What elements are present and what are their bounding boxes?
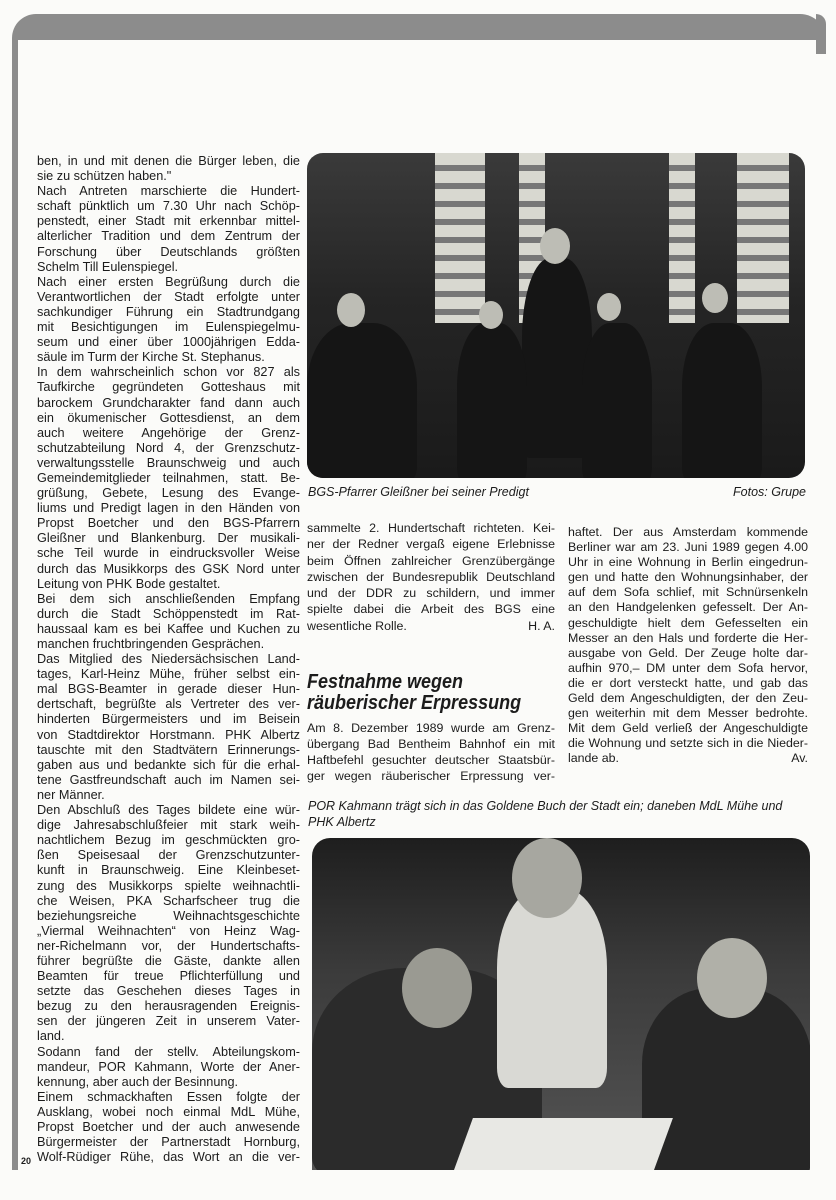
text-line-content: Sodann fand der stellv. Abteilungskom- bbox=[37, 1044, 300, 1059]
text-line bbox=[37, 848, 300, 863]
text-line bbox=[568, 525, 808, 540]
paragraph bbox=[37, 592, 300, 652]
text-line-content: Verantwortlichen der Stadt erfolgte unter bbox=[37, 289, 300, 304]
text-line bbox=[37, 290, 300, 305]
paragraph bbox=[37, 803, 300, 1045]
text-line-content: sche Teil wurde in eindrucksvoller Weise bbox=[37, 546, 300, 561]
pillar bbox=[435, 153, 461, 323]
text-line-content: führer begrüßte die Gäste, dankte allen bbox=[37, 953, 300, 968]
text-line-content: Nach einer ersten Begrüßung durch die bbox=[37, 274, 300, 289]
text-line-content: auch weitere Angehörige der Grenz- bbox=[37, 425, 300, 440]
text-line bbox=[307, 736, 555, 752]
text-line-content: säule im Turm der Kirche St. Stephanus. bbox=[37, 350, 265, 365]
text-line bbox=[37, 184, 300, 199]
text-line bbox=[307, 536, 555, 552]
paragraph bbox=[37, 365, 300, 591]
musician-figure bbox=[457, 323, 527, 478]
text-line-content: ner der Redner vergaß eigene Erlebnisse bbox=[307, 537, 555, 552]
text-line-content: Den Abschluß des Tages bildete eine wür- bbox=[37, 803, 300, 818]
photo2-caption-line-2: PHK Albertz bbox=[308, 815, 376, 829]
article-headline bbox=[307, 672, 521, 714]
musician-head bbox=[479, 301, 503, 329]
text-line bbox=[37, 894, 300, 909]
text-line-content: ein ökumenischer Gottesdienst, an dem bbox=[37, 410, 300, 425]
text-line-content: manchen fruchtbringenden Gesprächen. bbox=[37, 637, 265, 651]
text-line bbox=[568, 721, 808, 736]
text-line-content: Einem schmackhaften Essen folgte der bbox=[37, 1089, 300, 1104]
text-line bbox=[37, 924, 300, 939]
text-line bbox=[568, 540, 808, 555]
text-line-content: Uhr in eine Wohnung in Berlin eingedrun- bbox=[568, 555, 808, 570]
text-line bbox=[37, 1060, 300, 1075]
text-line-content: auf dem Sofa schlief, mit Schnürsenkeln bbox=[568, 585, 808, 600]
text-line bbox=[37, 501, 300, 516]
text-line-content: Bei dem sich anschließenden Empfang bbox=[37, 591, 300, 606]
text-line-content: Schelm Till Eulenspiegel. bbox=[37, 259, 179, 274]
pillar bbox=[763, 153, 789, 323]
text-line bbox=[37, 245, 300, 260]
text-line-content: Propst Boetcher und den BGS-Pfarrern bbox=[37, 516, 300, 531]
text-line bbox=[37, 803, 300, 818]
text-line-content: zwischen der Bundesrepublik Deutschland bbox=[307, 569, 555, 584]
paragraph bbox=[37, 652, 300, 803]
text-line bbox=[37, 380, 300, 395]
text-line bbox=[568, 585, 808, 600]
paragraph bbox=[568, 525, 808, 767]
man-standing-head bbox=[512, 838, 582, 918]
text-line bbox=[307, 585, 555, 601]
text-line bbox=[37, 607, 300, 622]
text-line bbox=[37, 1075, 300, 1090]
text-line-content: che Weisen, PKA Scharfscheer trug die bbox=[37, 893, 300, 908]
text-line bbox=[37, 169, 300, 184]
text-line bbox=[37, 909, 300, 924]
text-line bbox=[37, 1045, 300, 1060]
text-line bbox=[37, 546, 300, 561]
text-line bbox=[37, 516, 300, 531]
text-line-content: wesentliche Rolle. bbox=[307, 618, 407, 633]
text-line-content: ausgabe von Geld. Der Zeuge holte dar- bbox=[568, 645, 808, 660]
text-line bbox=[568, 676, 808, 691]
text-line bbox=[307, 520, 555, 536]
text-line-content: dertschaft, begrüßte als Vertreter des ver- bbox=[37, 697, 300, 712]
text-line bbox=[568, 570, 808, 585]
photo2-caption bbox=[308, 798, 808, 830]
pillar bbox=[737, 153, 763, 323]
text-line-content: Geld dem Angeschuldigten, der den Zeu- bbox=[568, 691, 808, 706]
text-line-content: ger wegen räuberischer Erpressung ver- bbox=[307, 769, 555, 783]
text-line bbox=[37, 1014, 300, 1029]
text-line-content: an den Handgelenken gefesselt. Der An- bbox=[568, 600, 808, 615]
pastor-head bbox=[540, 228, 570, 264]
text-line bbox=[568, 600, 808, 615]
photo2-caption-line-1: POR Kahmann trägt sich in das Goldene Buch der Stadt ein; daneben MdL Mühe und bbox=[308, 799, 783, 813]
text-line bbox=[37, 773, 300, 788]
text-line bbox=[37, 335, 300, 350]
text-line bbox=[307, 553, 555, 569]
text-line-content: beim Öffnen zahlreicher Grenzübergänge bbox=[307, 553, 555, 568]
text-line-content: mit Besichtigungen im Eulenspiegelmu- bbox=[37, 320, 300, 335]
text-line-content: Mit dem Geld verließ der Angeschuldigte bbox=[568, 721, 808, 736]
text-line-content: schutzabteilung Nord 4, der Grenzschutz- bbox=[37, 440, 300, 455]
text-line-content: kennung, aber auch der Besinnung. bbox=[37, 1074, 239, 1089]
text-line-content: Leitung von PHK Bode gestaltet. bbox=[37, 576, 221, 591]
text-line bbox=[568, 646, 808, 661]
text-line-content: Wolf-Rüdiger Rühe, das Wort an die ver- bbox=[37, 1150, 300, 1165]
paragraph bbox=[37, 1090, 300, 1165]
golden-book bbox=[451, 1118, 673, 1170]
text-line bbox=[37, 984, 300, 999]
text-line bbox=[37, 743, 300, 758]
text-line bbox=[37, 486, 300, 501]
text-line-content: spielte dabei die Arbeit des BGS eine bbox=[307, 602, 555, 617]
text-line-content: land. bbox=[37, 1029, 65, 1044]
text-line bbox=[37, 592, 300, 607]
text-line-content: Bürgermeister der Partnerstadt Hornburg, bbox=[37, 1135, 300, 1150]
text-line bbox=[37, 154, 300, 169]
text-line-content: tages, Karl-Heinz Mühe, früher selbst ein- bbox=[37, 667, 300, 682]
text-line bbox=[37, 667, 300, 682]
text-line-content: Beamten für treue Pflichterfüllung und bbox=[37, 969, 300, 984]
text-line-content: hinderten Bürgermeisters und im Beisein bbox=[37, 712, 300, 727]
text-line bbox=[37, 758, 300, 773]
text-line-content: Haftbefehl gesuchter deutscher Staatsbür- bbox=[307, 753, 555, 767]
photo1-caption: BGS-Pfarrer Gleißner bei seiner Predigt bbox=[308, 485, 529, 499]
paragraph bbox=[307, 520, 555, 634]
text-line bbox=[37, 275, 300, 290]
text-line-content: gen und hatte den Wohnungsinhaber, der bbox=[568, 570, 808, 585]
text-line-content: beziehungsreiche Weihnachtsgeschichte bbox=[37, 908, 300, 923]
page-frame-corner bbox=[816, 14, 826, 54]
text-line-content: sen der jüngeren Zeit in unserem Vater- bbox=[37, 1014, 300, 1029]
text-line-content: lande ab. bbox=[568, 751, 619, 766]
musician-head bbox=[597, 293, 621, 321]
text-line bbox=[37, 199, 300, 214]
text-line bbox=[37, 697, 300, 712]
officer-seated-head bbox=[697, 938, 767, 1018]
text-line bbox=[37, 637, 300, 652]
page-number: 20 bbox=[21, 1156, 32, 1166]
author-signature: Av. bbox=[791, 751, 808, 766]
text-line-content: sachkundiger Führung ein Stadtrundgang bbox=[37, 304, 300, 319]
text-line bbox=[568, 736, 808, 751]
text-line bbox=[37, 788, 300, 803]
pillar bbox=[669, 153, 695, 323]
text-line-content: haftet. Der aus Amsterdam kommende bbox=[568, 525, 808, 539]
musician-figure bbox=[582, 323, 652, 478]
text-line bbox=[37, 652, 300, 667]
text-line-content: setzte das Geschehen dieses Tages in bbox=[37, 984, 300, 999]
text-line bbox=[37, 1090, 300, 1105]
text-line bbox=[37, 879, 300, 894]
text-line bbox=[37, 939, 300, 954]
text-line bbox=[37, 320, 300, 335]
text-line-content: Taufkirche gegründeten Gotteshaus mit bbox=[37, 380, 300, 395]
text-line-content: haussaal kam es bei Kaffee und Kuchen zu bbox=[37, 621, 300, 636]
text-line bbox=[307, 768, 555, 784]
text-line-content: Berliner war am 23. Juni 1989 gegen 4.00 bbox=[568, 540, 808, 555]
text-line bbox=[37, 305, 300, 320]
text-line-content: tene Gastfreundschaft auch im Namen sei- bbox=[37, 772, 300, 787]
paragraph bbox=[37, 154, 300, 184]
text-line bbox=[37, 1150, 300, 1165]
text-line bbox=[37, 426, 300, 441]
text-line-content: bezug zu den herausragenden Ereignis- bbox=[37, 999, 300, 1014]
text-line-content: verwaltungsstelle Braunschweig und auch bbox=[37, 455, 300, 470]
text-line bbox=[568, 706, 808, 721]
text-line-content: In dem wahrscheinlich schon vor 827 als bbox=[37, 365, 300, 380]
text-line bbox=[37, 350, 300, 365]
text-line bbox=[37, 818, 300, 833]
text-line-content: Nach Antreten marschierte die Hundert- bbox=[37, 184, 300, 199]
text-line-content: übergang Bad Bentheim Bahnhof ein mit bbox=[307, 737, 555, 751]
text-line-content: penstedt, einer Stadt mit erkennbar mittel- bbox=[37, 214, 300, 229]
text-line-content: die Wohnung und setzte sich in die Nieder- bbox=[568, 736, 808, 751]
text-line bbox=[37, 712, 300, 727]
text-line bbox=[37, 954, 300, 969]
musician-figure bbox=[307, 323, 417, 478]
text-line bbox=[568, 661, 808, 676]
text-line-content: geschuldigte hielt dem Gefesselten ein bbox=[568, 615, 808, 630]
text-line bbox=[37, 622, 300, 637]
text-line bbox=[307, 569, 555, 585]
man-standing-shirt bbox=[497, 888, 607, 1088]
author-signature: H. A. bbox=[528, 618, 555, 633]
text-line-content: durch die Stadt Schöppenstedt im Rat- bbox=[37, 606, 300, 621]
text-line-content: ßen Speisesaal der Grenzschutzunter- bbox=[37, 848, 300, 863]
text-line bbox=[37, 260, 300, 275]
text-line bbox=[37, 999, 300, 1014]
text-line bbox=[37, 1135, 300, 1150]
text-line-content: durch das Musikkorps des GSK Nord unter bbox=[37, 561, 300, 576]
text-line-content: und der DDR zu schildern, und immer bbox=[307, 586, 555, 601]
text-line-content: Das Mitglied des Niedersächsischen Land- bbox=[37, 652, 300, 667]
photo-credit: Fotos: Grupe bbox=[733, 485, 806, 499]
text-line bbox=[307, 720, 555, 736]
paragraph bbox=[37, 1045, 300, 1090]
text-line-content: Ausklang, wobei noch einmal MdL Mühe, bbox=[37, 1104, 300, 1119]
text-line-content: sie zu schützen haben." bbox=[37, 169, 172, 184]
text-line bbox=[37, 365, 300, 380]
photo-church-sermon bbox=[307, 153, 805, 478]
headline-line-1: Festnahme wegen bbox=[307, 671, 464, 693]
text-line bbox=[37, 531, 300, 546]
text-line-content: dige Jahresabschlußfeier mit stark weih- bbox=[37, 818, 300, 833]
text-line bbox=[568, 691, 808, 706]
pillar bbox=[459, 153, 485, 323]
text-line bbox=[568, 751, 808, 766]
text-line bbox=[307, 752, 555, 768]
officer-head bbox=[402, 948, 472, 1028]
text-line bbox=[37, 833, 300, 848]
text-line-content: Messer an den Hals und forderte die Her- bbox=[568, 630, 808, 645]
musician-figure bbox=[682, 323, 762, 478]
text-line-content: mandeur, POR Kahmann, Worte der Aner- bbox=[37, 1059, 300, 1074]
left-column bbox=[37, 154, 300, 1165]
right-column bbox=[568, 525, 808, 767]
middle-column bbox=[307, 520, 555, 634]
text-line-content: Am 8. Dezember 1989 wurde am Grenz- bbox=[307, 721, 555, 735]
text-line bbox=[568, 616, 808, 631]
text-line-content: Forschung über Deutschlands größten bbox=[37, 244, 300, 259]
text-line bbox=[37, 1105, 300, 1120]
photo-golden-book-signing bbox=[312, 838, 810, 1170]
text-line-content: ner-Richelmann vor, der Hundertschafts- bbox=[37, 938, 300, 953]
text-line bbox=[37, 1120, 300, 1135]
text-line bbox=[307, 601, 555, 617]
paragraph bbox=[37, 275, 300, 366]
text-line-content: mal BGS-Beamter in gerade dieser Hun- bbox=[37, 682, 300, 697]
paragraph bbox=[307, 720, 555, 784]
text-line-content: aufhin 970,– DM unter dem Sofa hervor, bbox=[568, 660, 808, 675]
text-line bbox=[37, 471, 300, 486]
musician-head bbox=[337, 293, 365, 327]
text-line-content: grüßung, Gebete, Lesung des Evange- bbox=[37, 486, 300, 501]
text-line-content: tauschte mit den Stadtvätern Erinnerungs- bbox=[37, 742, 300, 757]
text-line-content: Propst Boetcher und der auch anwesende bbox=[37, 1120, 300, 1134]
paragraph bbox=[37, 184, 300, 275]
text-line bbox=[37, 682, 300, 697]
text-line-content: gen weiterhin mit dem Messer bedrohte. bbox=[568, 706, 808, 721]
musician-head bbox=[702, 283, 728, 313]
text-line-content: zung des Musikkorps spielte weihnachtli- bbox=[37, 878, 300, 893]
text-line-content: ben, in und mit denen die Bürger leben, die bbox=[37, 154, 300, 168]
text-line-content: gaben aus und bedankte sich für die erhal- bbox=[37, 757, 300, 772]
text-line bbox=[37, 863, 300, 878]
article-body bbox=[307, 720, 555, 784]
text-line bbox=[37, 229, 300, 244]
text-line bbox=[37, 577, 300, 592]
text-line-content: Gleißner und Blankenburg. Der musikali- bbox=[37, 531, 300, 546]
text-line-content: nachtlichem Bezug im geschmückten gro- bbox=[37, 833, 300, 848]
text-line-content: seum und einer über 1000jährigen Edda- bbox=[37, 335, 300, 350]
text-line bbox=[37, 411, 300, 426]
text-line bbox=[37, 1029, 300, 1044]
text-line-content: von Stadtdirektor Horstmann. PHK Albertz bbox=[37, 727, 300, 742]
text-line-content: barockem Grundcharakter fand dann auch bbox=[37, 395, 300, 410]
text-line bbox=[568, 555, 808, 570]
text-line-content: die er dort versteckt hatte, und gab das bbox=[568, 675, 808, 690]
text-line bbox=[37, 441, 300, 456]
text-line-content: Gemeindemitglieder teilnahmen, statt. Be- bbox=[37, 470, 300, 485]
headline-line-2: räuberischer Erpressung bbox=[307, 692, 522, 714]
text-line-content: ner Männer. bbox=[37, 787, 105, 802]
text-line-content: liums und Predigt lagen in den Händen von bbox=[37, 501, 300, 516]
text-line-content: sammelte 2. Hundertschaft richteten. Kei- bbox=[307, 521, 555, 535]
text-line bbox=[568, 631, 808, 646]
text-line bbox=[37, 562, 300, 577]
text-line bbox=[37, 396, 300, 411]
text-line-content: schaft pünktlich um 7.30 Uhr nach Schöp- bbox=[37, 199, 300, 214]
text-line bbox=[37, 214, 300, 229]
text-line bbox=[307, 618, 555, 634]
text-line bbox=[37, 728, 300, 743]
text-line-content: kunft in Braunschweig. Eine Kleinbeset- bbox=[37, 863, 300, 878]
text-line-content: „Viermal Weihnachten“ von Heinz Wag- bbox=[37, 923, 300, 938]
text-line bbox=[37, 456, 300, 471]
text-line bbox=[37, 969, 300, 984]
text-line-content: alterlicher Tradition und dem Zentrum der bbox=[37, 229, 300, 244]
